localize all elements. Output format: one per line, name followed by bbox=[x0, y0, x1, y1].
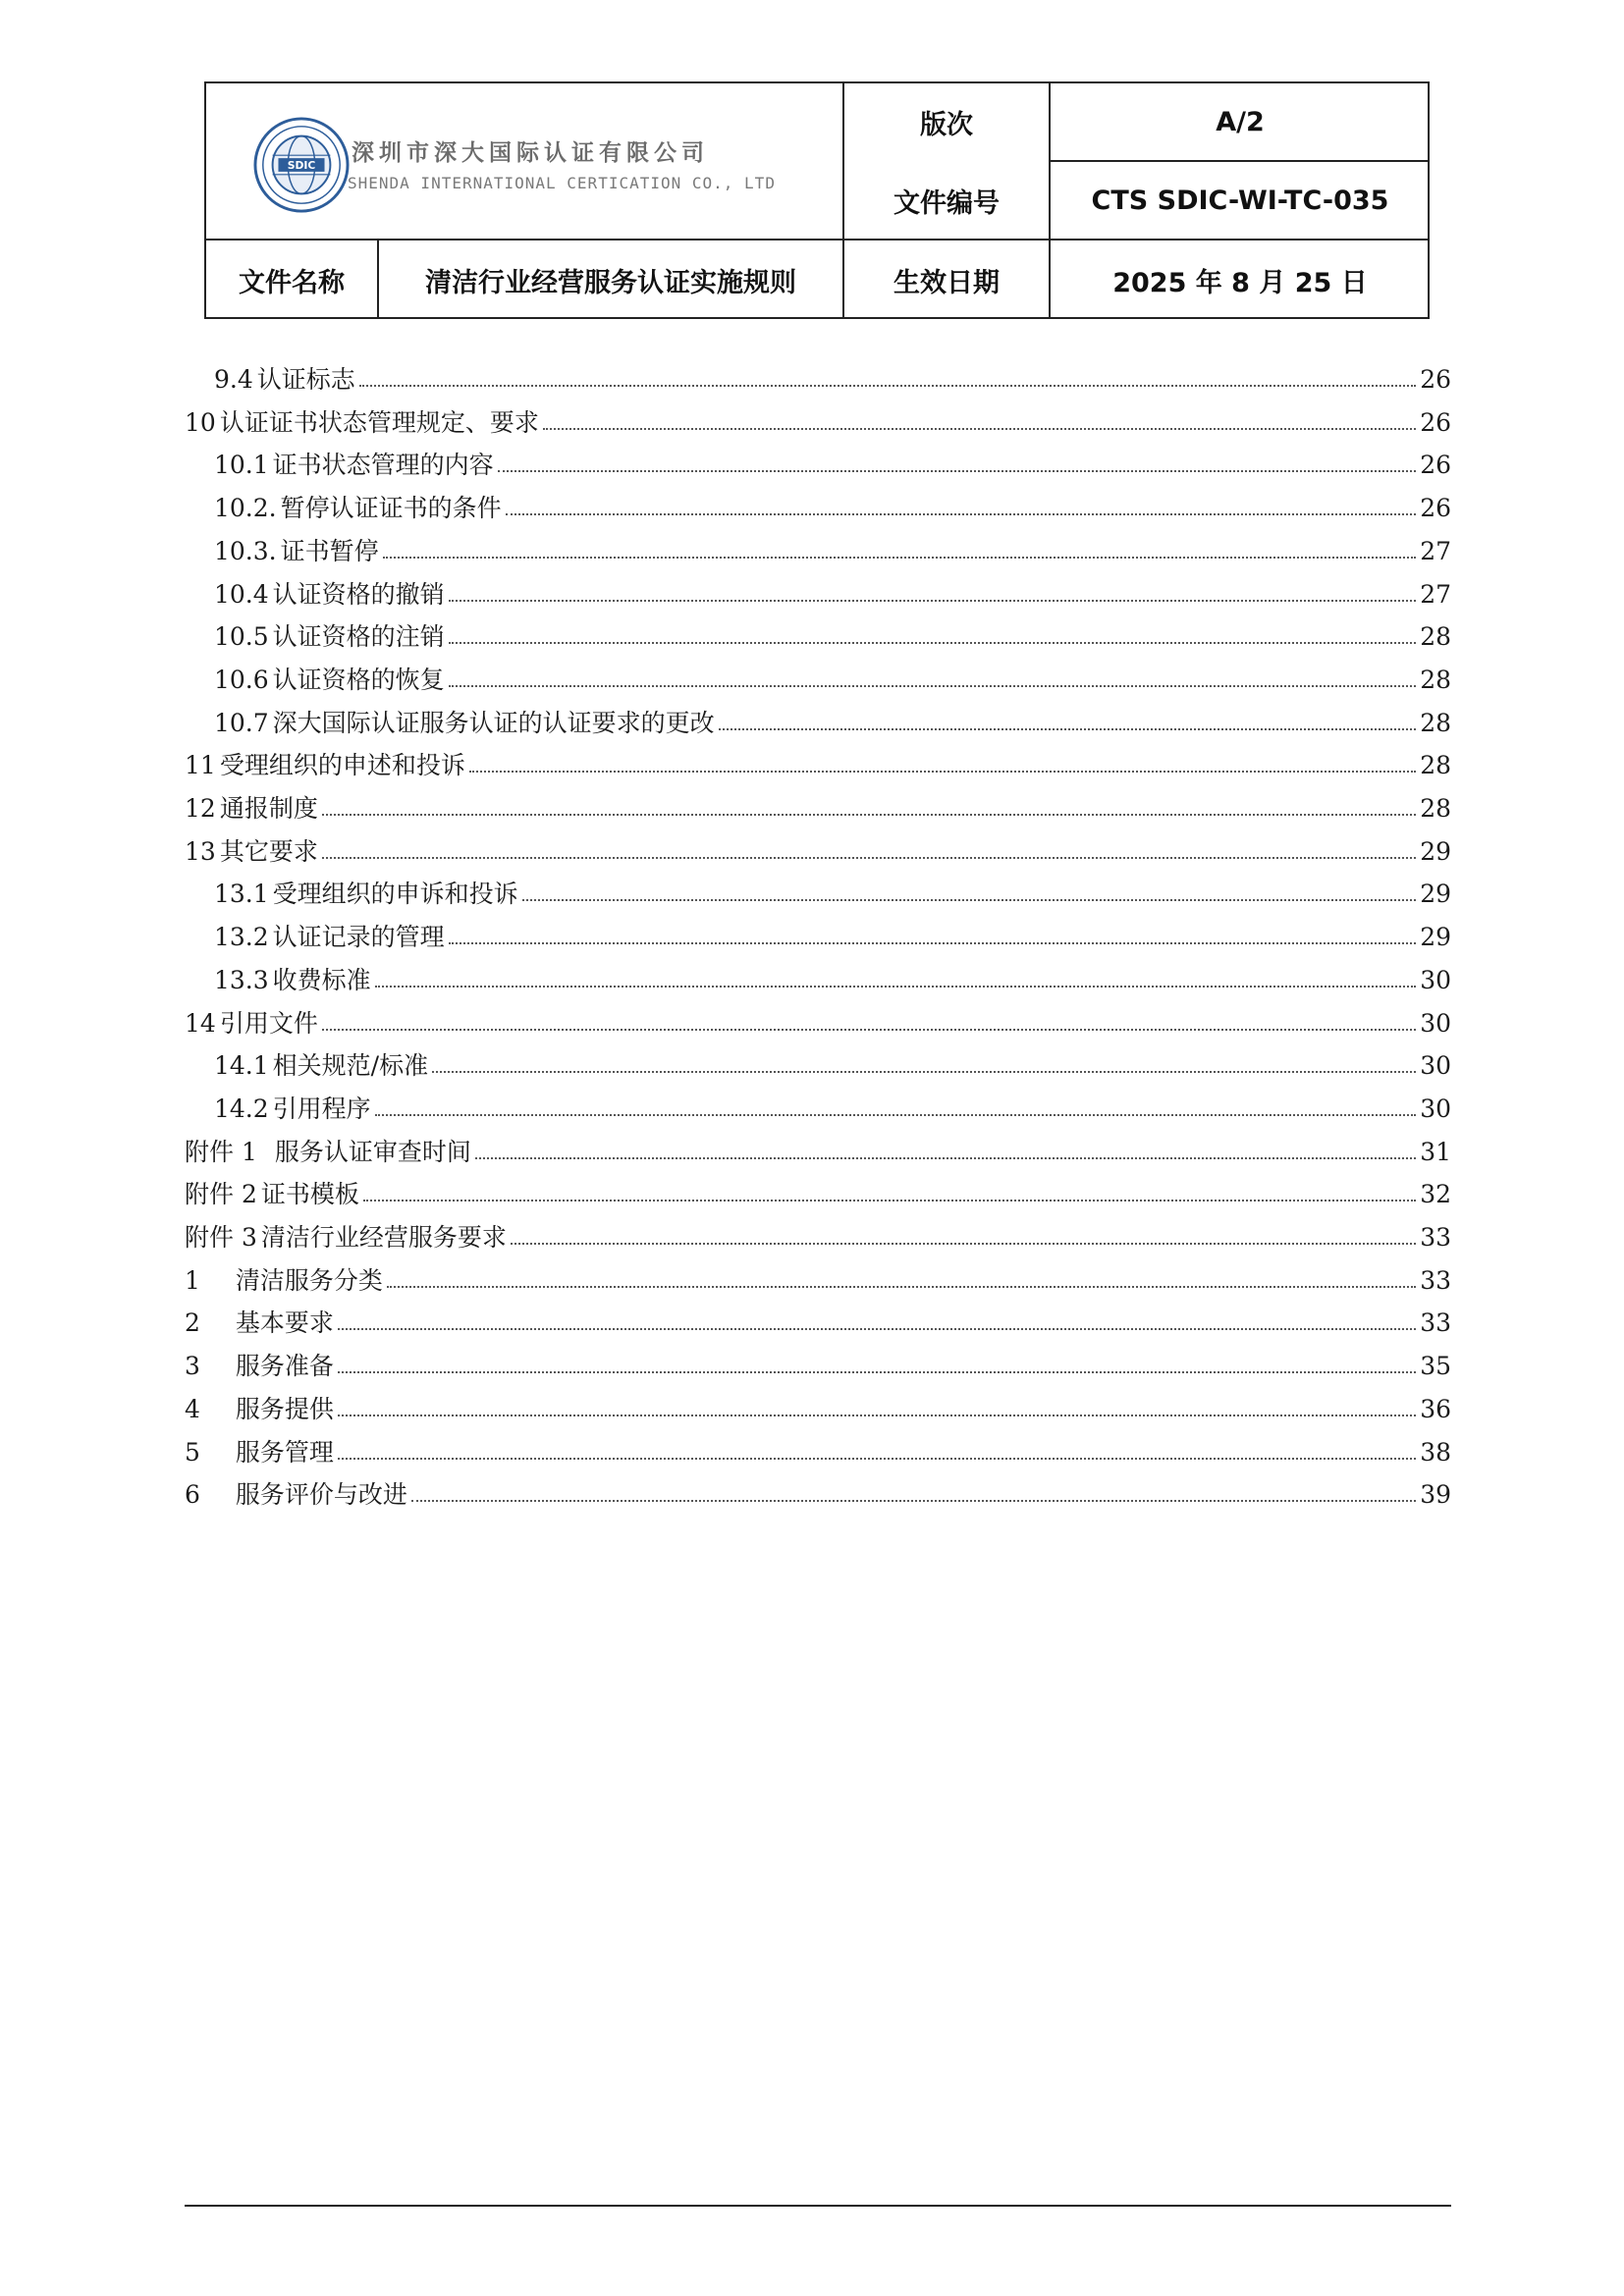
toc-leader-dots bbox=[469, 770, 1416, 773]
toc-entry-label: 引用文件 bbox=[219, 1009, 318, 1038]
toc-entry-label: 认证资格的恢复 bbox=[272, 666, 445, 694]
toc-entry-number: 14.2 bbox=[214, 1095, 269, 1123]
toc-entry[interactable] bbox=[185, 1134, 1451, 1167]
toc-leader-dots bbox=[322, 813, 1416, 816]
toc-entry-number: 4 bbox=[185, 1395, 200, 1423]
doc-number-value: CTS SDIC-WI-TC-035 bbox=[1091, 185, 1389, 216]
toc-entry[interactable] bbox=[214, 705, 1451, 738]
toc-entry-number: 6 bbox=[185, 1480, 200, 1509]
toc-entry-page: 27 bbox=[1420, 580, 1451, 609]
toc-entry[interactable] bbox=[185, 1219, 1451, 1253]
toc-leader-dots bbox=[322, 1028, 1416, 1031]
toc-leader-dots bbox=[338, 1327, 1416, 1330]
toc-leader-dots bbox=[338, 1370, 1416, 1373]
toc-entry[interactable] bbox=[185, 1434, 1451, 1468]
toc-entry-number: 附件 1 bbox=[185, 1138, 257, 1166]
toc-entry-label: 服务管理 bbox=[235, 1438, 334, 1467]
toc-entry[interactable] bbox=[214, 662, 1451, 695]
toc-entry-label: 证书状态管理的内容 bbox=[272, 451, 494, 479]
toc-entry-number: 5 bbox=[185, 1438, 200, 1467]
toc-entry[interactable] bbox=[185, 1476, 1451, 1510]
toc-entry-page: 30 bbox=[1420, 1009, 1451, 1038]
toc-leader-dots bbox=[449, 684, 1417, 687]
toc-entry-page: 28 bbox=[1420, 751, 1451, 779]
toc-entry-label: 认证资格的注销 bbox=[272, 622, 445, 651]
globe-seal-icon bbox=[253, 117, 350, 213]
toc-entry-label: 认证标志 bbox=[256, 365, 355, 394]
toc-entry-label: 认证资格的撤销 bbox=[272, 580, 445, 609]
toc-entry-number: 10.3. bbox=[214, 537, 277, 565]
toc-leader-dots bbox=[449, 599, 1417, 602]
toc-entry-number: 10.6 bbox=[214, 666, 269, 694]
toc-entry-number: 10.7 bbox=[214, 709, 269, 737]
toc-leader-dots bbox=[543, 427, 1416, 430]
toc-entry-number: 12 bbox=[185, 794, 216, 823]
toc-entry[interactable] bbox=[185, 1305, 1451, 1338]
toc-leader-dots bbox=[363, 1199, 1416, 1201]
toc-entry-page: 32 bbox=[1420, 1180, 1451, 1208]
company-name-en: SHENDA INTERNATIONAL CERTICATION CO., LTD bbox=[348, 174, 776, 192]
toc-leader-dots bbox=[411, 1499, 1416, 1502]
toc-entry-page: 26 bbox=[1420, 365, 1451, 394]
toc-entry-page: 38 bbox=[1420, 1438, 1451, 1467]
toc-entry-label: 清洁服务分类 bbox=[235, 1266, 383, 1295]
toc-leader-dots bbox=[338, 1457, 1416, 1460]
toc-entry-label: 证书模板 bbox=[260, 1180, 359, 1208]
toc-entry[interactable] bbox=[214, 1091, 1451, 1124]
toc-entry[interactable] bbox=[214, 618, 1451, 652]
toc-entry-label: 其它要求 bbox=[219, 837, 318, 866]
toc-entry-page: 33 bbox=[1420, 1223, 1451, 1252]
toc-entry-label: 证书暂停 bbox=[280, 537, 379, 565]
toc-entry[interactable] bbox=[185, 833, 1451, 867]
toc-entry[interactable] bbox=[185, 1348, 1451, 1381]
toc-entry[interactable] bbox=[185, 404, 1451, 438]
toc-leader-dots bbox=[506, 512, 1417, 515]
toc-entry-page: 29 bbox=[1420, 837, 1451, 866]
toc-entry[interactable] bbox=[214, 919, 1451, 952]
toc-entry[interactable] bbox=[185, 1005, 1451, 1039]
version-value: A/2 bbox=[1216, 106, 1265, 137]
toc-leader-dots bbox=[511, 1242, 1416, 1245]
toc-entry-number: 14 bbox=[185, 1009, 216, 1038]
toc-entry-page: 29 bbox=[1420, 880, 1451, 908]
toc-entry-number: 10.2. bbox=[214, 494, 277, 522]
toc-leader-dots bbox=[359, 384, 1416, 387]
toc-entry[interactable] bbox=[185, 1391, 1451, 1424]
toc-entry-page: 28 bbox=[1420, 794, 1451, 823]
toc-entry-number: 13.1 bbox=[214, 880, 269, 908]
toc-leader-dots bbox=[375, 985, 1417, 988]
toc-entry-page: 39 bbox=[1420, 1480, 1451, 1509]
toc-leader-dots bbox=[432, 1070, 1416, 1073]
toc-entry-number: 9.4 bbox=[214, 365, 253, 394]
toc-entry-label: 暂停认证证书的条件 bbox=[280, 494, 502, 522]
toc-entry-page: 31 bbox=[1420, 1138, 1451, 1166]
toc-entry[interactable] bbox=[214, 576, 1451, 610]
toc-entry-label: 服务评价与改进 bbox=[235, 1480, 407, 1509]
toc-entry-page: 29 bbox=[1420, 923, 1451, 951]
toc-leader-dots bbox=[338, 1414, 1416, 1416]
toc-leader-dots bbox=[387, 1285, 1416, 1288]
toc-entry[interactable] bbox=[214, 490, 1451, 523]
toc-entry-label: 基本要求 bbox=[235, 1308, 334, 1337]
toc-entry-number: 10.1 bbox=[214, 451, 269, 479]
toc-entry-label: 认证证书状态管理规定、要求 bbox=[219, 408, 539, 437]
doc-number-label: 文件编号 bbox=[893, 187, 1000, 219]
doc-name-value: 清洁行业经营服务认证实施规则 bbox=[425, 267, 796, 298]
toc-entry-number: 2 bbox=[185, 1308, 200, 1337]
toc-entry-number: 1 bbox=[185, 1266, 200, 1295]
toc-entry-page: 33 bbox=[1420, 1308, 1451, 1337]
effective-date-value: 2025 年 8 月 25 日 bbox=[1112, 267, 1368, 298]
toc-entry-label: 引用程序 bbox=[272, 1095, 371, 1123]
toc-entry-page: 28 bbox=[1420, 666, 1451, 694]
toc-entry[interactable] bbox=[214, 361, 1451, 395]
toc-entry-number: 14.1 bbox=[214, 1051, 269, 1080]
toc-leader-dots bbox=[719, 727, 1417, 730]
toc-entry-page: 28 bbox=[1420, 709, 1451, 737]
toc-entry-page: 33 bbox=[1420, 1266, 1451, 1295]
toc-entry-number: 10 bbox=[185, 408, 216, 437]
toc-leader-dots bbox=[475, 1156, 1416, 1159]
toc-leader-dots bbox=[375, 1113, 1417, 1116]
toc-entry[interactable] bbox=[185, 1176, 1451, 1209]
toc-entry-page: 28 bbox=[1420, 622, 1451, 651]
toc-entry-page: 26 bbox=[1420, 451, 1451, 479]
document-header-table bbox=[204, 81, 1430, 319]
toc-entry[interactable] bbox=[214, 876, 1451, 909]
toc-entry-page: 27 bbox=[1420, 537, 1451, 565]
toc-entry-number: 3 bbox=[185, 1352, 200, 1380]
toc-entry[interactable] bbox=[185, 790, 1451, 824]
toc-entry-number: 10.4 bbox=[214, 580, 269, 609]
toc-entry-label: 通报制度 bbox=[219, 794, 318, 823]
toc-entry-label: 服务认证审查时间 bbox=[274, 1138, 471, 1166]
company-logo-block bbox=[206, 83, 842, 239]
toc-leader-dots bbox=[522, 898, 1417, 901]
toc-entry-page: 35 bbox=[1420, 1352, 1451, 1380]
doc-name-label: 文件名称 bbox=[239, 267, 345, 298]
footer-rule bbox=[185, 2205, 1451, 2207]
logo-text: SDIC bbox=[287, 158, 316, 172]
toc-leader-dots bbox=[322, 856, 1416, 859]
toc-entry-page: 30 bbox=[1420, 966, 1451, 994]
toc-entry[interactable] bbox=[185, 1262, 1451, 1296]
toc-entry-page: 26 bbox=[1420, 494, 1451, 522]
toc-entry-number: 11 bbox=[185, 751, 216, 779]
toc-leader-dots bbox=[449, 941, 1417, 944]
toc-leader-dots bbox=[449, 641, 1417, 644]
toc-leader-dots bbox=[383, 556, 1417, 559]
toc-entry[interactable] bbox=[185, 747, 1451, 780]
toc-entry[interactable] bbox=[214, 1047, 1451, 1081]
toc-entry-page: 30 bbox=[1420, 1051, 1451, 1080]
toc-entry-page: 26 bbox=[1420, 408, 1451, 437]
toc-entry-label: 认证记录的管理 bbox=[272, 923, 445, 951]
toc-entry-page: 30 bbox=[1420, 1095, 1451, 1123]
toc-entry-number: 13.2 bbox=[214, 923, 269, 951]
toc-leader-dots bbox=[498, 469, 1417, 472]
toc-entry-label: 收费标准 bbox=[272, 966, 371, 994]
version-label: 版次 bbox=[920, 109, 973, 140]
toc-entry-label: 深大国际认证服务认证的认证要求的更改 bbox=[272, 709, 715, 737]
toc-entry-label: 服务准备 bbox=[235, 1352, 334, 1380]
toc-entry-number: 10.5 bbox=[214, 622, 269, 651]
effective-date-label: 生效日期 bbox=[893, 267, 1000, 298]
toc-entry-number: 13.3 bbox=[214, 966, 269, 994]
toc-entry-number: 13 bbox=[185, 837, 216, 866]
toc-entry[interactable] bbox=[214, 533, 1451, 566]
toc-entry-label: 清洁行业经营服务要求 bbox=[260, 1223, 507, 1252]
toc-entry-label: 服务提供 bbox=[235, 1395, 334, 1423]
toc-entry-number: 附件 2 bbox=[185, 1180, 257, 1208]
toc-entry-page: 36 bbox=[1420, 1395, 1451, 1423]
toc-entry-label: 受理组织的申述和投诉 bbox=[219, 751, 465, 779]
toc-entry-label: 受理组织的申诉和投诉 bbox=[272, 880, 518, 908]
toc-entry-label: 相关规范/标准 bbox=[272, 1051, 429, 1080]
toc-entry[interactable] bbox=[214, 962, 1451, 995]
toc-entry[interactable] bbox=[214, 447, 1451, 480]
toc-entry-number: 附件 3 bbox=[185, 1223, 257, 1252]
company-name-cn: 深圳市深大国际认证有限公司 bbox=[352, 140, 709, 166]
